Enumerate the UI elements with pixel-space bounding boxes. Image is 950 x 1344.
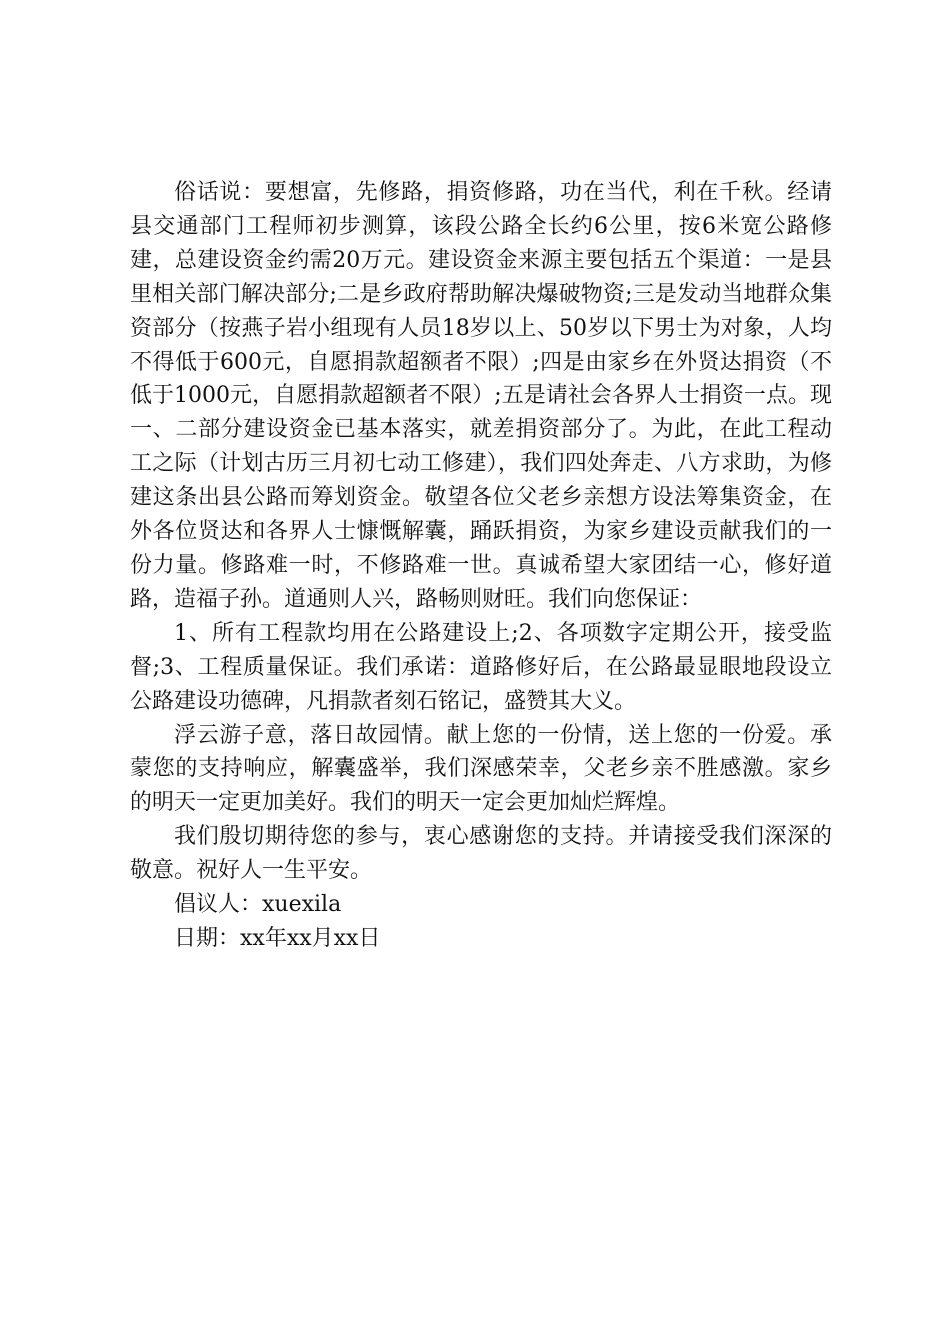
body-paragraph-appeal: 浮云游子意，落日故园情。献上您的一份情，送上您的一份爱。承蒙您的支持响应，解囊盛举，我们深感荣幸，父老乡亲不胜感激。家乡的明天一定更加美好。我们的明天一定会更加灿烂辉煌。 — [130, 722, 832, 816]
body-paragraph-closing: 我们殷切期待您的参与，衷心感谢您的支持。并请接受我们深深的敬意。祝好人一生平安。 — [130, 824, 832, 884]
date-line: 日期：xx年xx月xx日 — [174, 925, 381, 951]
signature-line: 倡议人：xuexila — [174, 892, 342, 918]
document-page — [130, 176, 832, 956]
body-paragraph-guarantee: 1、所有工程款均用在公路建设上;2、各项数字定期公开，接受监督;3、工程质量保证。我们承诺：道路修好后，在公路最显眼地段设立公路建设功德碑，凡捐款者刻石铭记，盛赞其大义。 — [130, 620, 832, 714]
body-paragraph-intro: 俗话说：要想富，先修路，捐资修路，功在当代，利在千秋。经请县交通部门工程师初步测算，该段公路全长约6公里，按6米宽公路修建，总建设资金约需20万元。建设资金来源主要包括五个渠道：一是县里相关部门解决部分;二是乡政府帮助解决爆破物资;三是发动当地群众集资部分（按燕子岩小组现有人员18岁以上、50岁以下男士为对象，人均不得低于600元，自愿捐款超额者不限）;四是由家乡在外贤达捐资（不低于1000元，自愿捐款超额者不限）;五是请社会各界人士捐资一点。现一、二部分建设资金已基本落实，就差捐资部分了。为此，在此工程动工之际（计划古历三月初七动工修建），我们四处奔走、八方求助，为修建这条出县公路而筹划资金。敬望各位父老乡亲想方设法筹集资金，在外各位贤达和各界人士慷慨解囊，踊跃捐资，为家乡建设贡献我们的一份力量。修路难一时，不修路难一世。真诚希望大家团结一心，修好道路，造福子孙。道通则人兴，路畅则财旺。我们向您保证： — [130, 180, 832, 612]
